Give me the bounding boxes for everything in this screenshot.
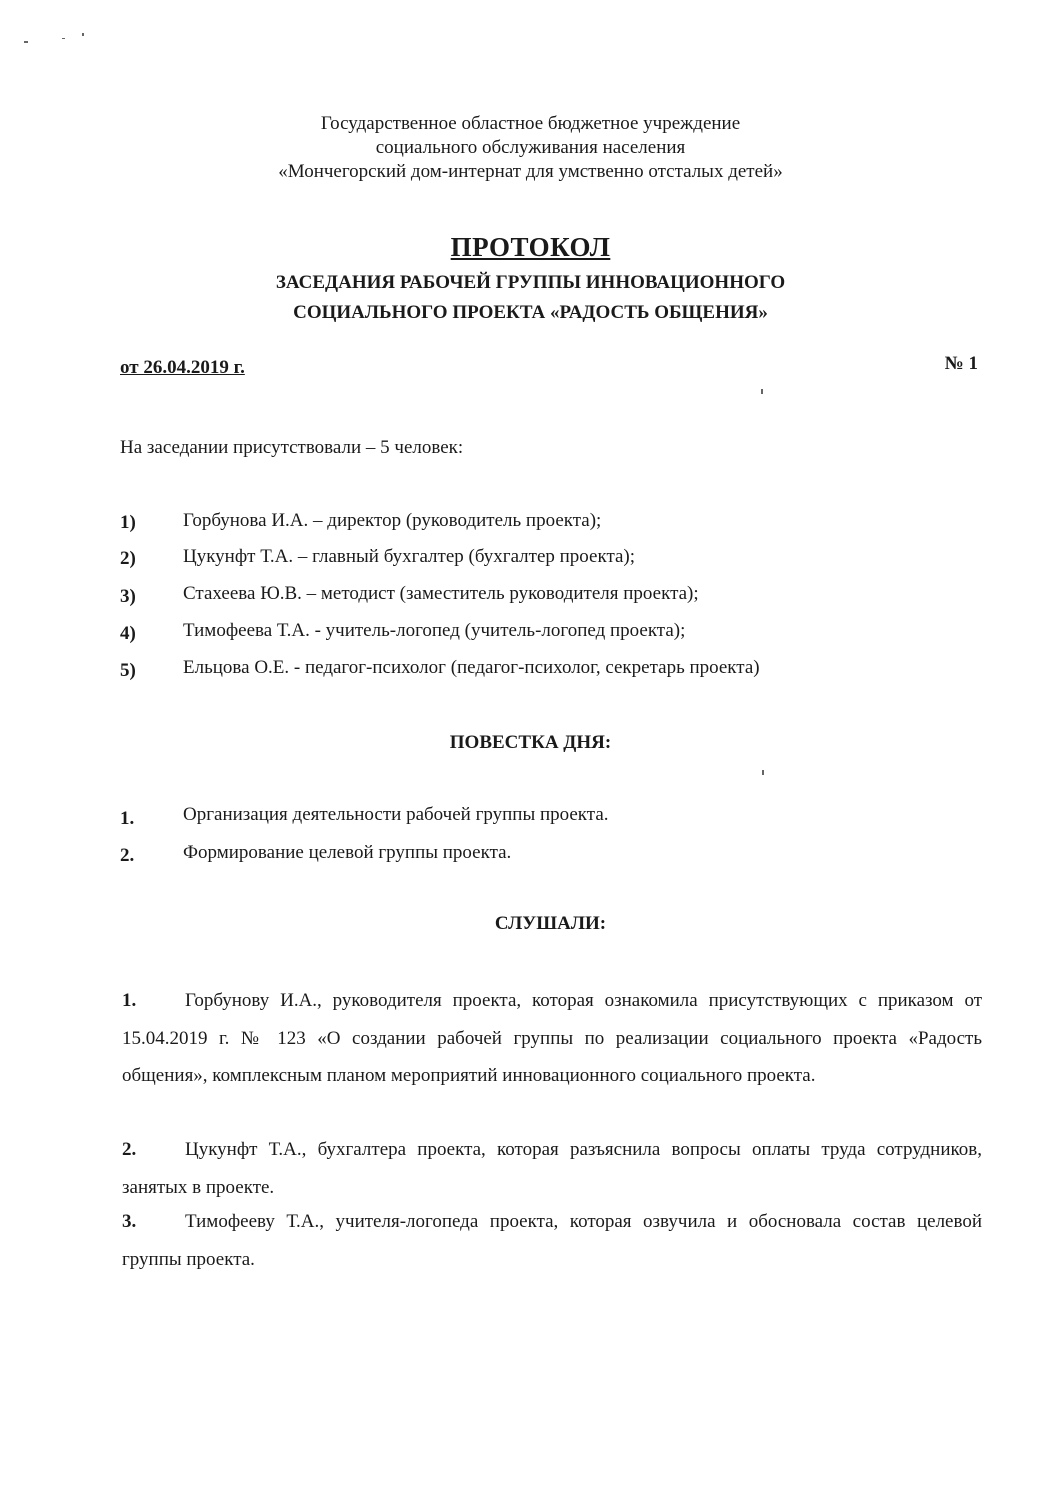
scan-speck bbox=[62, 38, 65, 39]
attendee-number: 5) bbox=[120, 660, 136, 681]
attendee-number: 4) bbox=[120, 623, 136, 644]
heard-item bbox=[122, 1203, 982, 1278]
org-line: социального обслуживания населения bbox=[375, 137, 686, 158]
protocol-number: № 1 bbox=[944, 353, 978, 374]
subtitle-line: СОЦИАЛЬНОГО ПРОЕКТА «РАДОСТЬ ОБЩЕНИЯ» bbox=[293, 302, 768, 323]
attendee-text: Тимофеева Т.А. - учитель-логопед (учитель-логопед проекта); bbox=[183, 620, 686, 641]
heard-number: 1. bbox=[122, 990, 137, 1011]
heard-text: Горбунову И.А., руководителя проекта, которая ознакомила присутствующих с приказом от 15.04.2019 г. № 123 «О создании рабочей группы по реализации социального проекта «Радость общения», комплексным планом мероприятий инновационного социального проекта. bbox=[122, 990, 982, 1086]
protocol-date: от 26.04.2019 г. bbox=[120, 357, 245, 378]
heard-number: 3. bbox=[122, 1211, 137, 1232]
scan-speck bbox=[82, 33, 84, 36]
subtitle-line: ЗАСЕДАНИЯ РАБОЧЕЙ ГРУППЫ ИННОВАЦИОННОГО bbox=[275, 272, 786, 293]
attendee-number: 3) bbox=[120, 586, 136, 607]
document-subtitle bbox=[0, 268, 1061, 328]
heard-heading: СЛУШАЛИ: bbox=[494, 913, 607, 934]
attendee-text: Горбунова И.А. – директор (руководитель проекта); bbox=[183, 510, 602, 531]
org-line: Государственное областное бюджетное учреждение bbox=[320, 113, 741, 134]
organization-name bbox=[0, 112, 1061, 184]
heard-text: Тимофееву Т.А., учителя-логопеда проекта, которая озвучила и обосновала состав целевой группы проекта. bbox=[122, 1211, 982, 1270]
agenda-heading: ПОВЕСТКА ДНЯ: bbox=[449, 732, 612, 753]
attendee-number: 1) bbox=[120, 512, 136, 533]
agenda-text: Организация деятельности рабочей группы проекта. bbox=[183, 804, 609, 825]
heard-number: 2. bbox=[122, 1139, 137, 1160]
agenda-number: 1. bbox=[120, 808, 135, 829]
scan-speck bbox=[24, 41, 28, 43]
agenda-text: Формирование целевой группы проекта. bbox=[183, 842, 512, 863]
agenda-number: 2. bbox=[120, 845, 135, 866]
attendee-text: Стахеева Ю.В. – методист (заместитель руководителя проекта); bbox=[183, 583, 699, 604]
heard-item bbox=[122, 1131, 982, 1206]
heard-text: Цукунфт Т.А., бухгалтера проекта, которая разъяснила вопросы оплаты труда сотрудников, занятых в проекте. bbox=[122, 1139, 982, 1198]
scan-speck bbox=[762, 770, 764, 775]
document-title: ПРОТОКОЛ bbox=[450, 232, 611, 262]
org-line: «Мончегорский дом-интернат для умственно отсталых детей» bbox=[278, 161, 783, 182]
attendance-intro: На заседании присутствовали – 5 человек: bbox=[120, 437, 464, 458]
attendee-number: 2) bbox=[120, 548, 136, 569]
heard-item bbox=[122, 982, 982, 1095]
attendee-text: Цукунфт Т.А. – главный бухгалтер (бухгалтер проекта); bbox=[183, 546, 636, 567]
scan-speck bbox=[761, 389, 763, 394]
attendee-text: Ельцова О.Е. - педагог-психолог (педагог-психолог, секретарь проекта) bbox=[183, 657, 760, 678]
